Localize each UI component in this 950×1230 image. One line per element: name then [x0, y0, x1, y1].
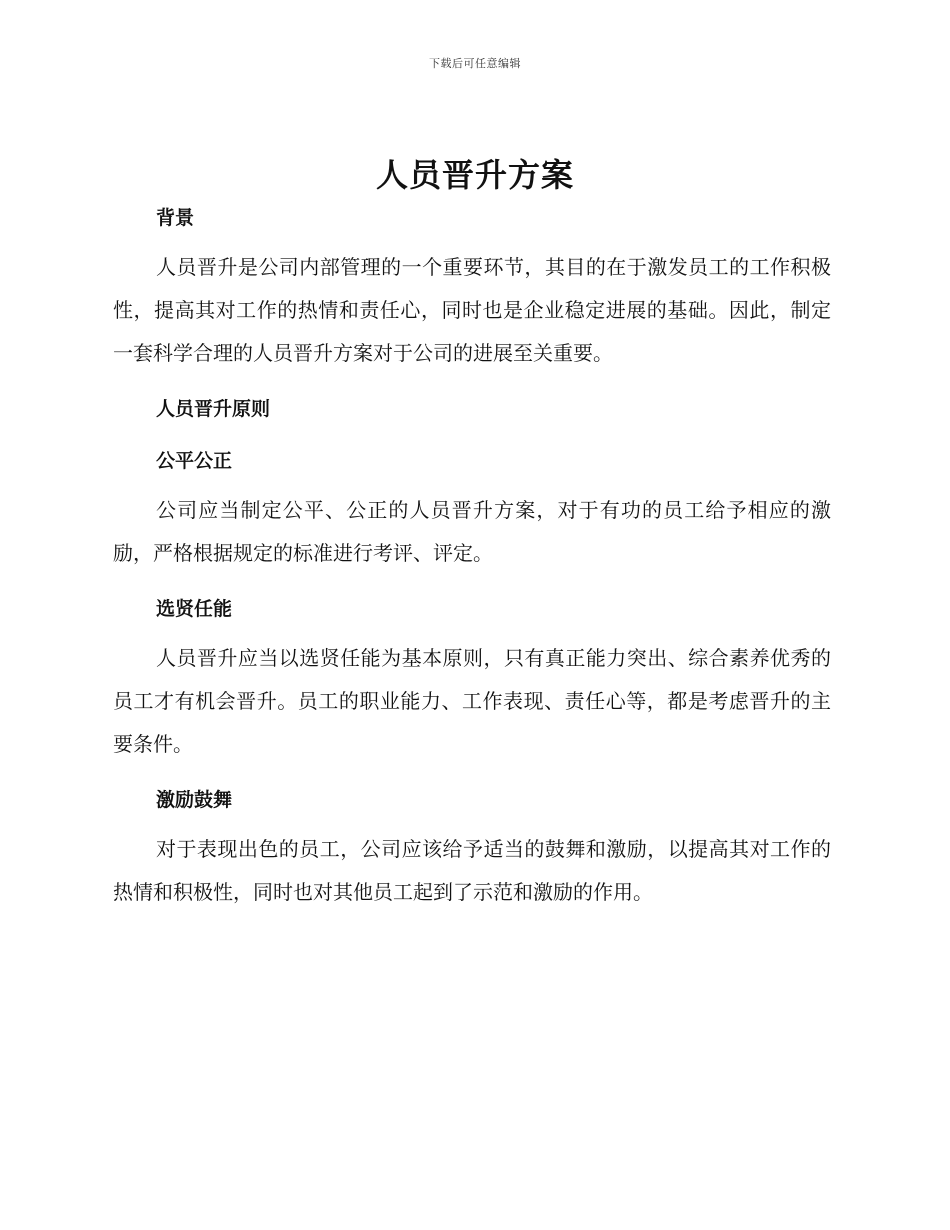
document-body — [113, 200, 831, 914]
document-title: 人员晋升方案 — [375, 156, 574, 194]
section-paragraph-merit: 人员晋升应当以选贤任能为基本原则，只有真正能力突出、综合素养优秀的员工才有机会晋升。员工的职业能力、工作表现、责任心等，都是考虑晋升的主要条件。 — [113, 646, 831, 756]
section-heading-principles: 人员晋升原则 — [156, 398, 271, 420]
section-heading-fairness: 公平公正 — [156, 450, 233, 472]
section-paragraph-background: 人员晋升是公司内部管理的一个重要环节，其目的在于激发员工的工作积极性，提高其对工作的热情和责任心，同时也是企业稳定进展的基础。因此，制定一套科学合理的人员晋升方案对于公司的进展至关重要。 — [113, 255, 831, 365]
section-paragraph-fairness: 公司应当制定公平、公正的人员晋升方案，对于有功的员工给予相应的激励，严格根据规定的标准进行考评、评定。 — [113, 498, 831, 565]
section-paragraph-incentive: 对于表现出色的员工，公司应该给予适当的鼓舞和激励，以提高其对工作的热情和积极性，同时也对其他员工起到了示范和激励的作用。 — [113, 837, 831, 904]
section-heading-merit: 选贤任能 — [156, 598, 233, 620]
section-heading-incentive: 激励鼓舞 — [156, 789, 233, 811]
section-heading-background: 背景 — [156, 207, 195, 229]
header-note: 下载后可任意编辑 — [429, 57, 521, 70]
